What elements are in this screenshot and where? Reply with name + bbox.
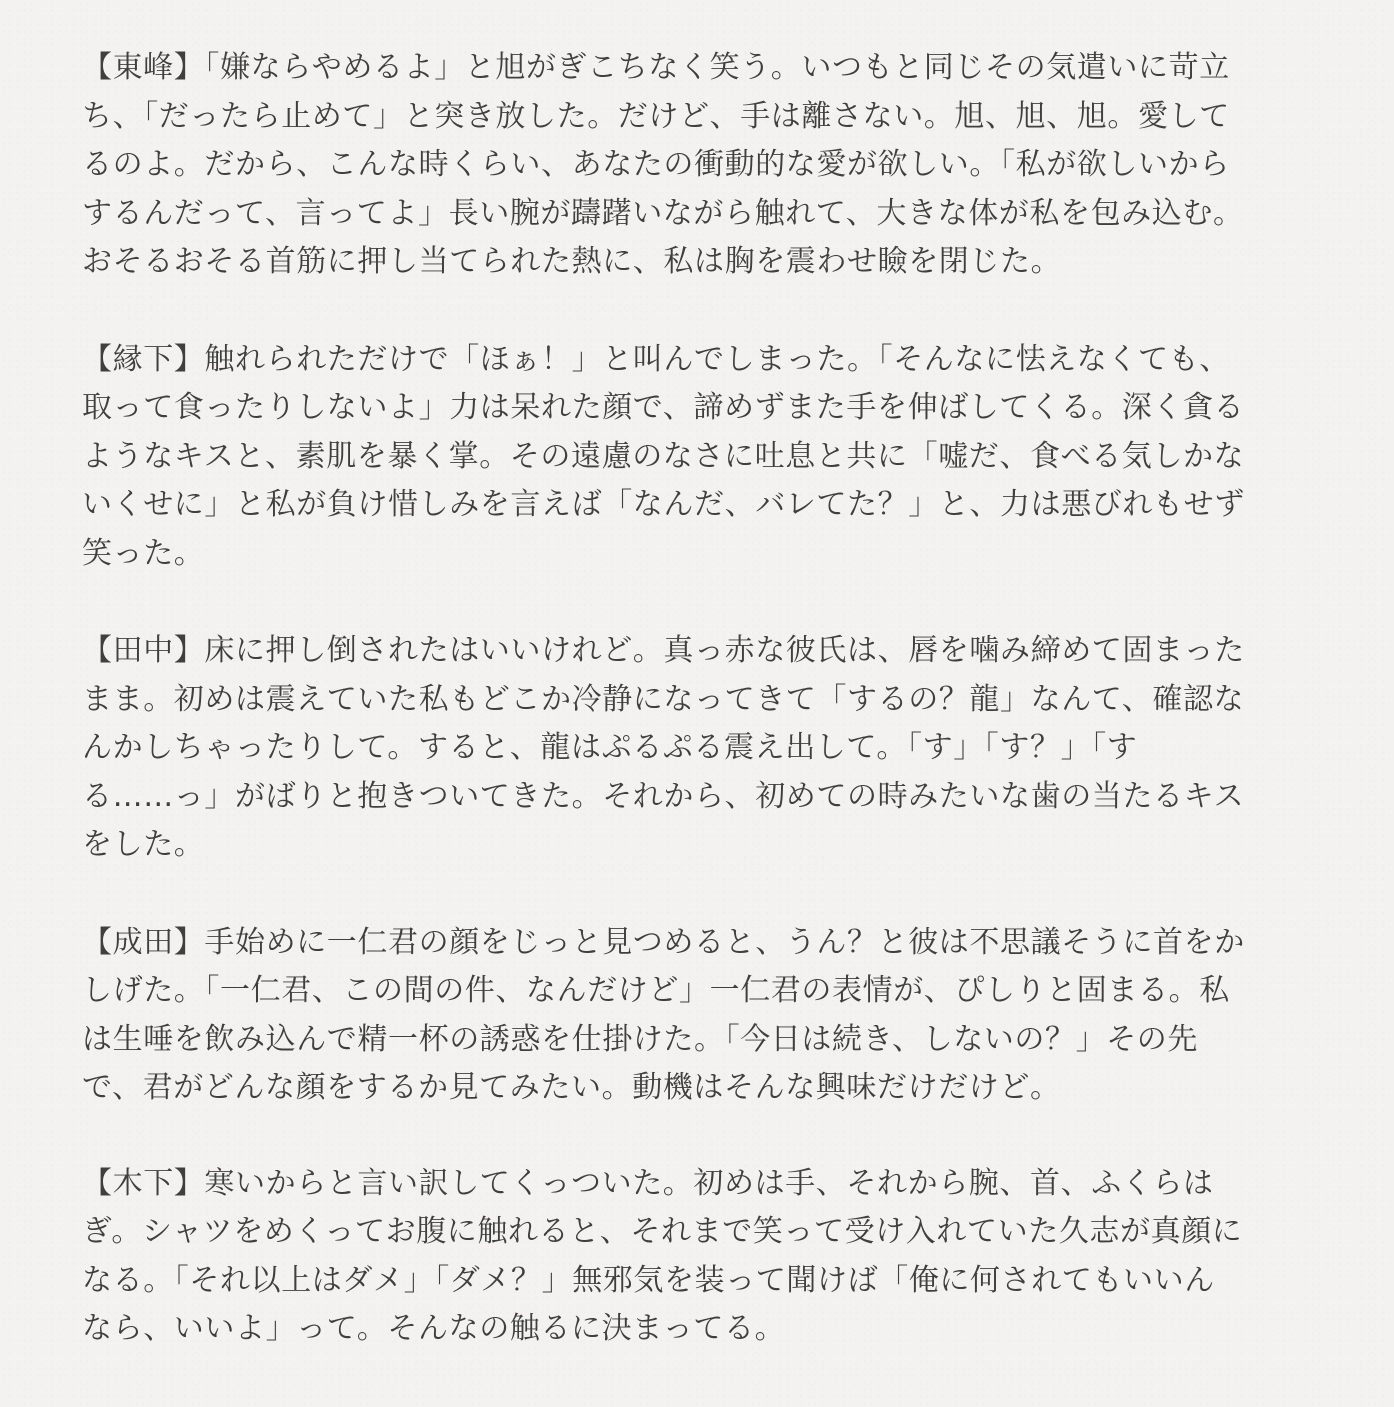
- text-line: いくせに」と私が負け惜しみを言えば「なんだ、バレてた？」と、力は悪びれもせず: [82, 487, 1245, 522]
- text-line: る……っ」がばりと抱きついてきた。それから、初めての時みたいな歯の当たるキス: [82, 778, 1245, 814]
- text-line: するんだって、言ってよ」長い腕が躊躇いながら触れて、大きな体が私を包み込む。: [82, 195, 1244, 231]
- text-line: ぎ。シャツをめくってお腹に触れると、それまで笑って受け入れていた久志が真顔に: [82, 1214, 1243, 1249]
- text-line: るのよ。だから、こんな時くらい、あなたの衝動的な愛が欲しい。「私が欲しいから: [82, 147, 1230, 182]
- paragraph-spacer: [82, 578, 1294, 627]
- text-line: 【東峰】「嫌ならやめるよ」と旭がぎこちなく笑う。いつもと同じその気遣いに苛立: [82, 50, 1230, 85]
- text-line: ようなキスと、素肌を暴く掌。その遠慮のなさに吐息と共に「嘘だ、食べる気しかな: [82, 438, 1245, 474]
- text-line: 【成田】手始めに一仁君の顔をじっと見つめると、うん？と彼は不思議そうに首をか: [82, 924, 1245, 960]
- text-line: おそるおそる首筋に押し当てられた熱に、私は胸を震わせ瞼を閉じた。: [82, 244, 1062, 279]
- text-line: で、君がどんな顔をするか見てみたい。動機はそんな興味だけだけど。: [82, 1070, 1061, 1105]
- paragraph-ennoshita: [82, 336, 1294, 579]
- text-line: は生唾を飲み込んで精一杯の誘惑を仕掛けた。「今日は続き、しないの？」その先: [82, 1021, 1198, 1057]
- text-line: をした。: [82, 827, 205, 862]
- text-line: 取って食ったりしないよ」力は呆れた顔で、諦めずまた手を伸ばしてくる。深く貪る: [82, 390, 1245, 425]
- paragraph-azumane: [82, 44, 1294, 287]
- text-line: まま。初めは震えていた私もどこか冷静になってきて「するの？龍」なんて、確認な: [82, 681, 1245, 717]
- paragraph-spacer: [82, 870, 1294, 919]
- paragraph-tanaka: [82, 627, 1294, 870]
- paragraph-kinoshita: [82, 1160, 1294, 1354]
- text-line: 【木下】寒いからと言い訳してくっついた。初めは手、それから腕、首、ふくらは: [82, 1165, 1214, 1201]
- text-line: しげた。「一仁君、この間の件、なんだけど」一仁君の表情が、ぴしりと固まる。私: [82, 973, 1230, 1008]
- text-line: 笑った。: [82, 535, 205, 571]
- paragraph-spacer: [82, 1113, 1294, 1160]
- paragraph-spacer: [82, 287, 1294, 336]
- text-line: なる。「それ以上はダメ」「ダメ？」無邪気を装って聞けば「俺に何されてもいいん: [82, 1262, 1215, 1298]
- text-line: ち、「だったら止めて」と突き放した。だけど、手は離さない。旭、旭、旭。愛して: [82, 98, 1230, 134]
- text-line: んかしちゃったりして。すると、龍はぷるぷる震え出して。「す」「す？」「す: [82, 730, 1138, 765]
- paragraph-narita: [82, 919, 1294, 1113]
- text-line: 【田中】床に押し倒されたはいいけれど。真っ赤な彼氏は、唇を噛み締めて固まった: [82, 633, 1245, 668]
- text-line: 【縁下】触れられただけで「ほぁ！」と叫んでしまった。「そんなに怯えなくても、: [82, 341, 1230, 377]
- document-page: [82, 44, 1294, 1354]
- text-line: なら、いいよ」って。そんなの触るに決まってる。: [82, 1311, 786, 1346]
